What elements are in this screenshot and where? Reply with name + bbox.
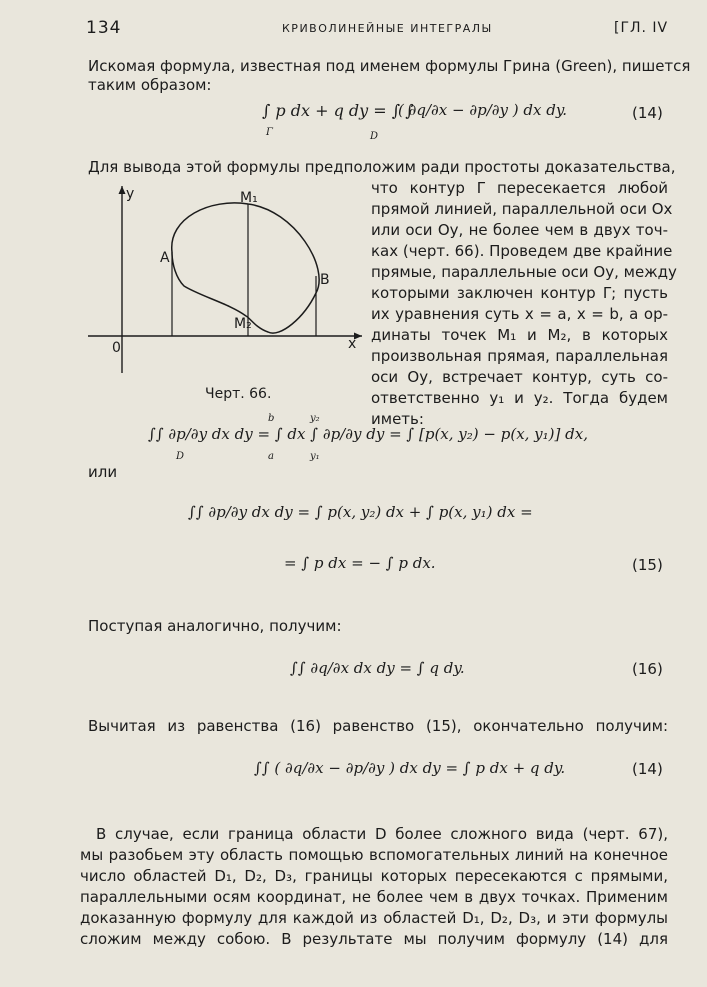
eq-double-a: a bbox=[268, 451, 274, 462]
para4: Вычитая из равенства (16) равенство (15), окончательно получим: bbox=[88, 717, 668, 735]
contour-gamma bbox=[172, 203, 319, 333]
para5-line2: мы разобьем эту область помощью вспомогательных линий на конечное bbox=[80, 846, 668, 864]
para2-wrap-2: прямой линией, параллельной оси Ox bbox=[371, 200, 673, 218]
para1-line2: таким образом: bbox=[88, 76, 212, 94]
eq14b: ∫∫ ( ∂q/∂x − ∂p/∂y ) dx dy = ∫ p dx + q dy. bbox=[254, 759, 566, 777]
para5-line4: параллельными осям координат, не более чем в двух точках. Применим bbox=[80, 888, 668, 906]
fig-label-x: x bbox=[348, 336, 357, 352]
fig-label-origin: 0 bbox=[112, 340, 121, 356]
eq15-line2: = ∫ p dx = − ∫ p dx. bbox=[284, 554, 436, 572]
para2-wrap-9: произвольная прямая, параллельная bbox=[371, 347, 668, 365]
running-title: КРИВОЛИНЕЙНЫЕ ИНТЕГРАЛЫ bbox=[282, 22, 493, 35]
eq14a-number: (14) bbox=[632, 104, 663, 122]
para2-line1: Для вывода этой формулы предположим ради простоты доказательства, bbox=[88, 158, 676, 176]
fig-label-B: B bbox=[320, 272, 330, 288]
eq-double-b: b bbox=[268, 413, 275, 424]
para2-wrap-7: их уравнения суть x = a, x = b, а ор- bbox=[371, 305, 668, 323]
para2-wrap-11: ответственно y₁ и y₂. Тогда будем bbox=[371, 389, 668, 407]
y-axis-arrow bbox=[119, 186, 126, 194]
para5-line1: В случае, если граница области D более сложного вида (черт. 67), bbox=[96, 825, 668, 843]
para2-wrap-3: или оси Oy, не более чем в двух точ- bbox=[371, 221, 668, 239]
para5-line6: сложим между собою. В результате мы получим формулу (14) для bbox=[80, 930, 668, 948]
chapter-marker: [ГЛ. IV bbox=[614, 20, 669, 36]
eq-double: ∫∫ ∂p/∂y dx dy = ∫ dx ∫ ∂p/∂y dy = ∫ [p(x, y₂) − p(x, y₁)] dx, bbox=[148, 425, 588, 443]
para5-line5: доказанную формулу для каждой из областей D₁, D₂, D₃, и эти формулы bbox=[80, 909, 668, 927]
page-number: 134 bbox=[86, 18, 122, 38]
eq-double-y2: y₂ bbox=[310, 413, 320, 424]
fig-label-y: y bbox=[126, 186, 135, 202]
eq16: ∫∫ ∂q/∂x dx dy = ∫ q dy. bbox=[290, 659, 465, 677]
fig-label-M2: M₂ bbox=[234, 316, 252, 332]
para2-wrap-5: прямые, параллельные оси Oy, между bbox=[371, 263, 677, 281]
para1-line1: Искомая формула, известная под именем формулы Грина (Green), пишется bbox=[88, 57, 691, 75]
figure-66 bbox=[80, 178, 370, 378]
fig-label-M1: M₁ bbox=[240, 190, 258, 206]
fig-label-A: A bbox=[160, 250, 170, 266]
para5-line3: число областей D₁, D₂, D₃, границы которых пересекаются с прямыми, bbox=[80, 867, 668, 885]
para2-wrap-4: ках (черт. 66). Проведем две крайние bbox=[371, 242, 673, 260]
para2-wrap-8: динаты точек M₁ и M₂, в которых bbox=[371, 326, 668, 344]
eq-double-y1: y₁ bbox=[310, 451, 320, 462]
eq14b-number: (14) bbox=[632, 760, 663, 778]
para3: Поступая аналогично, получим: bbox=[88, 617, 342, 635]
eq15-line1: ∫∫ ∂p/∂y dx dy = ∫ p(x, y₂) dx + ∫ p(x, y₁) dx = bbox=[188, 503, 533, 521]
eq14a-integrand: ( ∂q/∂x − ∂p/∂y ) dx dy. bbox=[398, 101, 568, 119]
para2-wrap-10: оси Oy, встречает контур, суть со- bbox=[371, 368, 668, 386]
eq16-number: (16) bbox=[632, 660, 663, 678]
word-or: или bbox=[88, 463, 118, 481]
eq14a-D-limit: D bbox=[370, 131, 379, 142]
eq14a-lhs: ∫ p dx + q dy = ∫ ∫ bbox=[262, 101, 414, 120]
eq-double-D: D bbox=[176, 451, 185, 462]
eq15-number: (15) bbox=[632, 556, 663, 574]
para2-wrap-12: иметь: bbox=[371, 410, 424, 428]
eq14a-gamma-limit: Γ bbox=[266, 127, 273, 138]
figure-caption: Черт. 66. bbox=[205, 386, 272, 402]
para2-wrap-6: которыми заключен контур Γ; пусть bbox=[371, 284, 668, 302]
para2-wrap-1: что контур Γ пересекается любой bbox=[371, 179, 668, 197]
